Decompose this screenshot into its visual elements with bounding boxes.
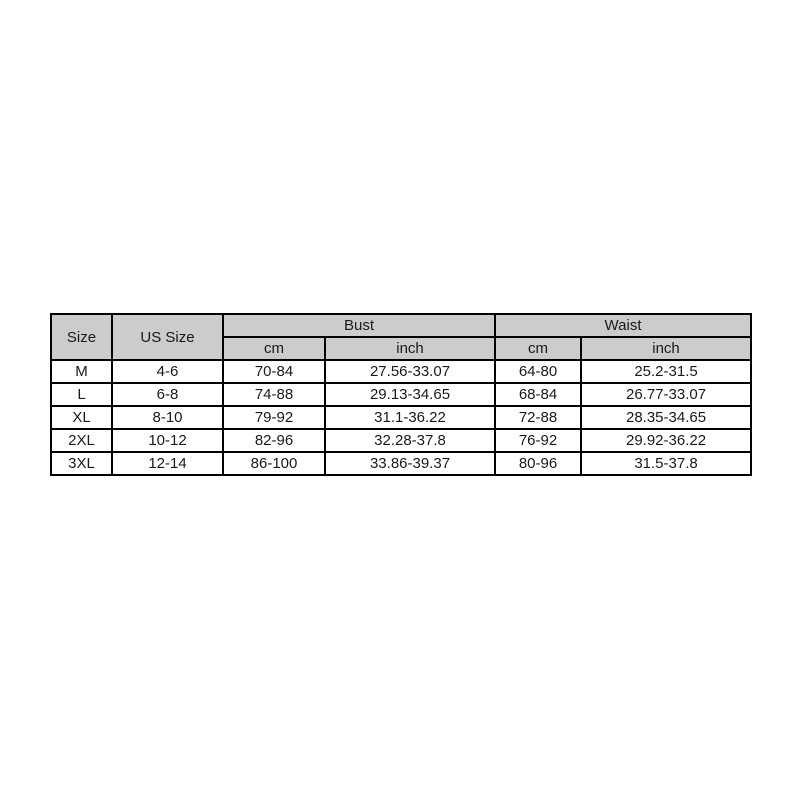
table-header (51, 314, 751, 360)
cell-waist-cm: 76-92 (495, 429, 581, 452)
cell-waist-cm: 80-96 (495, 452, 581, 475)
cell-waist-inch: 29.92-36.22 (581, 429, 751, 452)
cell-waist-inch: 25.2-31.5 (581, 360, 751, 383)
cell-waist-inch: 26.77-33.07 (581, 383, 751, 406)
cell-bust-cm: 70-84 (223, 360, 325, 383)
cell-waist-cm: 72-88 (495, 406, 581, 429)
cell-bust-cm: 79-92 (223, 406, 325, 429)
cell-size: L (51, 383, 112, 406)
header-bust-inch: inch (325, 337, 495, 360)
cell-bust-inch: 29.13-34.65 (325, 383, 495, 406)
cell-bust-inch: 27.56-33.07 (325, 360, 495, 383)
header-size: Size (51, 314, 112, 360)
table-row (51, 406, 751, 429)
table-row (51, 360, 751, 383)
cell-us-size: 10-12 (112, 429, 223, 452)
header-waist-inch: inch (581, 337, 751, 360)
table-row (51, 383, 751, 406)
header-bust-cm: cm (223, 337, 325, 360)
cell-bust-inch: 31.1-36.22 (325, 406, 495, 429)
table-row (51, 452, 751, 475)
cell-us-size: 12-14 (112, 452, 223, 475)
cell-us-size: 6-8 (112, 383, 223, 406)
cell-bust-cm: 86-100 (223, 452, 325, 475)
cell-waist-cm: 64-80 (495, 360, 581, 383)
table-body (51, 360, 751, 475)
header-waist: Waist (495, 314, 751, 337)
cell-bust-cm: 82-96 (223, 429, 325, 452)
cell-size: M (51, 360, 112, 383)
header-us-size: US Size (112, 314, 223, 360)
cell-waist-inch: 28.35-34.65 (581, 406, 751, 429)
cell-size: 3XL (51, 452, 112, 475)
header-waist-cm: cm (495, 337, 581, 360)
cell-size: XL (51, 406, 112, 429)
cell-waist-inch: 31.5-37.8 (581, 452, 751, 475)
header-bust: Bust (223, 314, 495, 337)
cell-bust-cm: 74-88 (223, 383, 325, 406)
header-group-row (51, 314, 751, 337)
cell-bust-inch: 32.28-37.8 (325, 429, 495, 452)
size-chart-table (50, 313, 752, 476)
cell-us-size: 8-10 (112, 406, 223, 429)
cell-bust-inch: 33.86-39.37 (325, 452, 495, 475)
cell-waist-cm: 68-84 (495, 383, 581, 406)
table-row (51, 429, 751, 452)
cell-us-size: 4-6 (112, 360, 223, 383)
cell-size: 2XL (51, 429, 112, 452)
